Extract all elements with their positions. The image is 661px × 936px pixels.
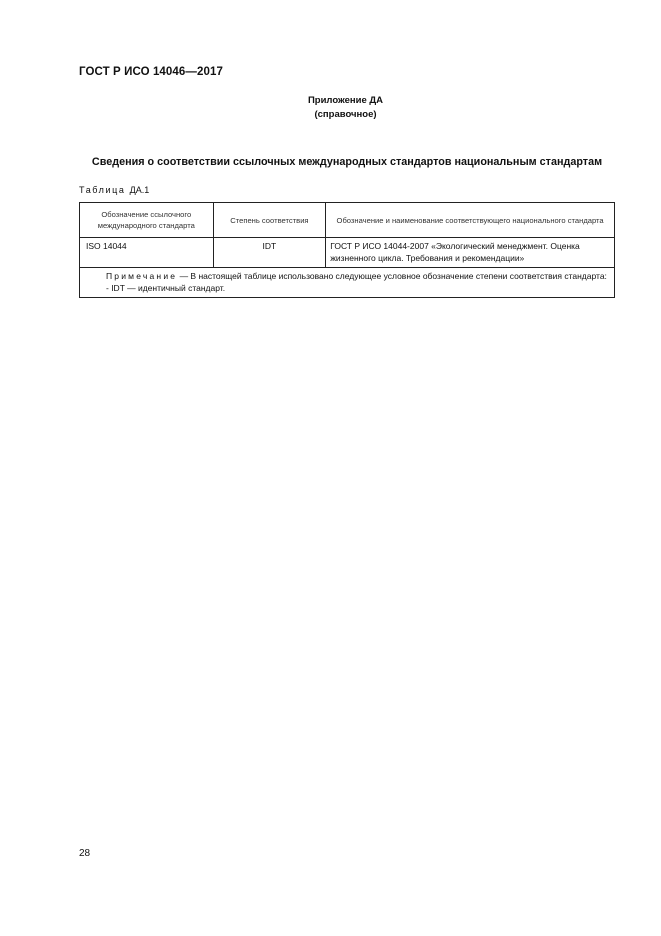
- conformity-table: [79, 202, 615, 298]
- table-caption-number: ДА.1: [129, 185, 150, 195]
- table-caption-label: Таблица: [79, 185, 126, 195]
- section-heading: Сведения о соответствии ссылочных международных стандартов национальным стандартам: [91, 156, 603, 168]
- note-paragraph: [86, 271, 608, 283]
- table-row: [80, 238, 615, 268]
- note-item: - IDT — идентичный стандарт.: [106, 282, 226, 293]
- header-national-standard: Обозначение и наименование соответствующего национального стандарта: [326, 203, 615, 238]
- note-text: — В настоящей таблице использовано следующее условное обозначение степени соответствия стандарта:: [177, 271, 607, 281]
- header-degree: Степень соответствия: [213, 203, 326, 238]
- cell-ref-standard: ISO 14044: [80, 238, 214, 268]
- appendix-title: Приложение ДА: [307, 95, 384, 106]
- cell-degree: IDT: [213, 238, 326, 268]
- table-caption: [79, 185, 149, 195]
- table-header-row: [80, 203, 615, 238]
- document-code: ГОСТ Р ИСО 14046—2017: [79, 66, 224, 78]
- page-number: 28: [79, 848, 91, 859]
- header-ref-standard: Обозначение ссылочного международного стандарта: [80, 203, 214, 238]
- appendix-subtitle: (справочное): [314, 109, 377, 120]
- appendix-heading: [0, 94, 661, 122]
- table-note-row: [80, 268, 615, 298]
- table-note: [80, 268, 615, 298]
- note-label: Примечание: [106, 271, 178, 281]
- cell-national-standard: ГОСТ Р ИСО 14044-2007 «Экологический менеджмент. Оценка жизненного цикла. Требования и рекомендации»: [326, 238, 615, 268]
